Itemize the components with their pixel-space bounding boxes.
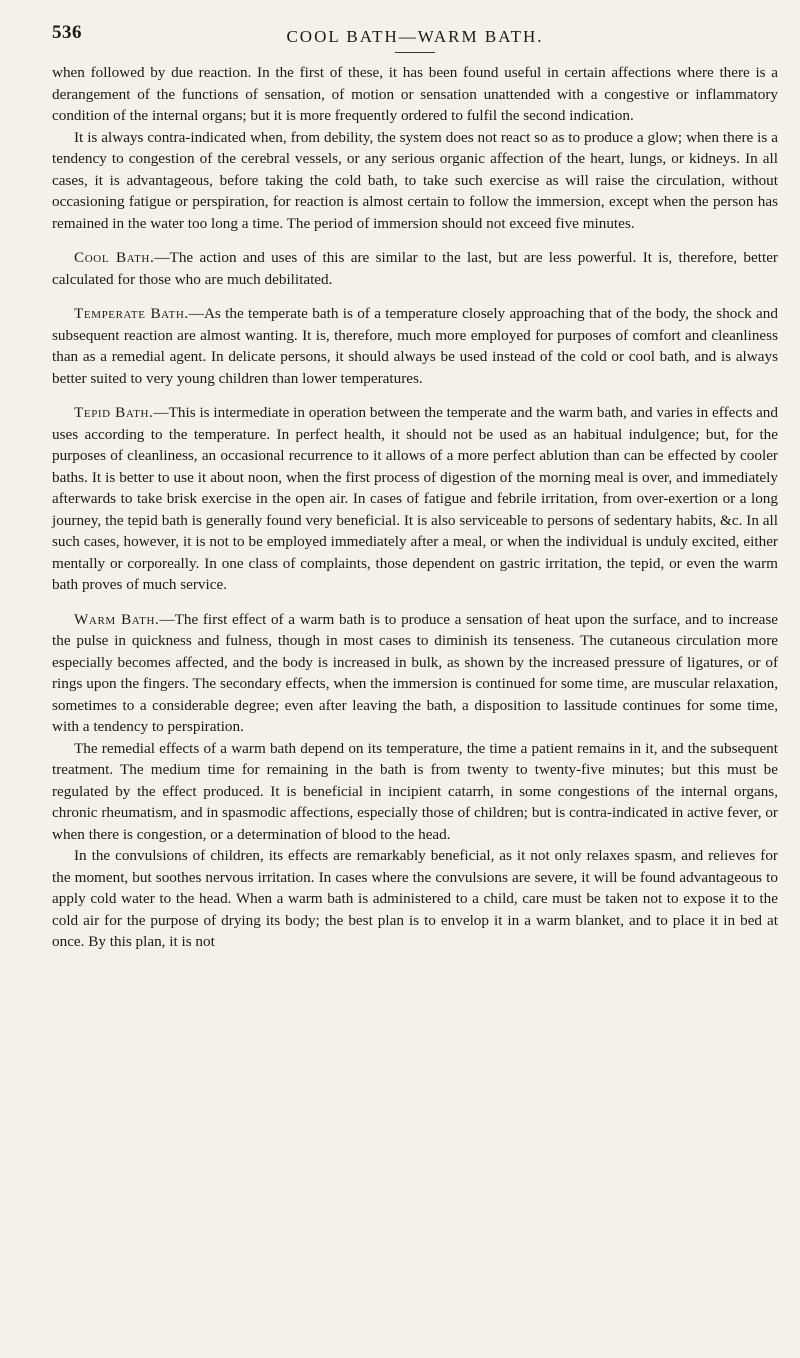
paragraph-text: —This is intermediate in operation between the temperate and the warm bath, and varies in effects and uses according to the temperature. In perfect health, it should not be used as an habitual indulgence; but, for the purposes of cleanliness, an occasional recurrence to it allows of a more perfect ablution than can be effected by cooler baths. It is better to use it about noon, when the first process of digestion of the morning meal is over, and immediately afterwards to take brisk exercise in the open air. In cases of fatigue and febrile irritation, from over-exertion or a long journey, the tepid bath is generally found very beneficial. It is also serviceable to persons of sedentary habits, &c. In all such cases, however, it is not to be employed immediately after a meal, or when the individual is unduly excited, either mentally or corporeally. In one class of complaints, those dependent on gastric irritation, the tepid, or even the warm bath proves of much service. xyxy=(52,404,778,593)
section-heading: Cool Bath. xyxy=(74,249,155,266)
paragraph-remedial-effects xyxy=(52,738,778,846)
header-rule xyxy=(395,52,435,53)
paragraph-text: The remedial effects of a warm bath depend on its temperature, the time a patient remains in it, and the subsequent treatment. The medium time for remaining in the bath is from twenty to twenty-five minutes; but this must be regulated by the effect produced. It is beneficial in incipient catarrh, in some congestions of the internal organs, chronic rheumatism, and in spasmodic affections, especially those of children; but is contra-indicated in active fever, or when there is congestion, or a determination of blood to the head. xyxy=(52,739,778,843)
section-heading: Tepid Bath. xyxy=(74,404,154,421)
paragraph-continued xyxy=(52,62,778,127)
body-text xyxy=(52,62,778,953)
paragraph-text: In the convulsions of children, its effects are remarkably beneficial, as it not only relaxes spasm, and relieves for the moment, but soothes nervous irritation. In cases where the convulsions are severe, it will be found advantageous to apply cold water to the head. When a warm bath is administered to a child, care must be taken not to expose it to the cold air for the purpose of drying its body; the best plan is to envelop it in a warm blanket, and to place it in bed at once. By this plan, it is not xyxy=(52,847,778,950)
running-title: COOL BATH—WARM BATH. xyxy=(286,27,544,46)
section-warm-bath xyxy=(52,609,778,738)
page-header xyxy=(52,22,778,62)
section-heading: Warm Bath. xyxy=(74,610,160,628)
paragraph-text: —The action and uses of this are similar to the last, but are less powerful. It is, therefore, better calculated for those who are much debilitated. xyxy=(52,249,778,288)
paragraph-text: —As the temperate bath is of a temperature closely approaching that of the body, the shock and subsequent reaction are almost wanting. It is, therefore, much more employed for purposes of comfort and cleanliness than as a remedial agent. In delicate persons, it should always be used instead of the cold or cool bath, and is always better suited to very young children than lower temperatures. xyxy=(52,305,778,387)
section-heading: Temperate Bath. xyxy=(74,305,189,322)
paragraph-convulsions xyxy=(52,845,778,953)
section-tepid-bath xyxy=(52,402,778,596)
paragraph-text: when followed by due reaction. In the first of these, it has been found useful in certain affections where there is a derangement of the functions of sensation, of motion or sensation unattended with a congestive or inflammatory condition of the internal organs; but it is more frequently ordered to fulfil the second indication. xyxy=(52,64,778,124)
section-cool-bath xyxy=(52,247,778,290)
section-temperate-bath xyxy=(52,303,778,389)
page-number: 536 xyxy=(52,22,82,43)
paragraph-text: It is always contra-indicated when, from debility, the system does not react so as to produce a glow; when there is a tendency to congestion of the cerebral vessels, or any serious organic affection of the heart, lungs, or kidneys. In all cases, it is advantageous, before taking the cold bath, to take such exercise as will raise the circulation, without occasioning fatigue or perspiration, for reaction is almost certain to follow the immersion, except when the person has remained in the water too long a time. The period of immersion should not exceed five minutes. xyxy=(52,128,778,232)
paragraph-text: —The first effect of a warm bath is to produce a sensation of heat upon the surface, and to increase the pulse in quickness and fulness, though in most cases to diminish its tenseness. The cutaneous circulation more especially becomes affected, and the body is increased in bulk, as shown by the increased pressure of ligatures, or of rings upon the fingers. The secondary effects, when the immersion is continued for some time, are muscular relaxation, sometimes to a considerable degree; even after leaving the bath, a disposition to lassitude continues for some time, with a tendency to perspiration. xyxy=(52,610,778,735)
paragraph-contra-indications xyxy=(52,127,778,235)
